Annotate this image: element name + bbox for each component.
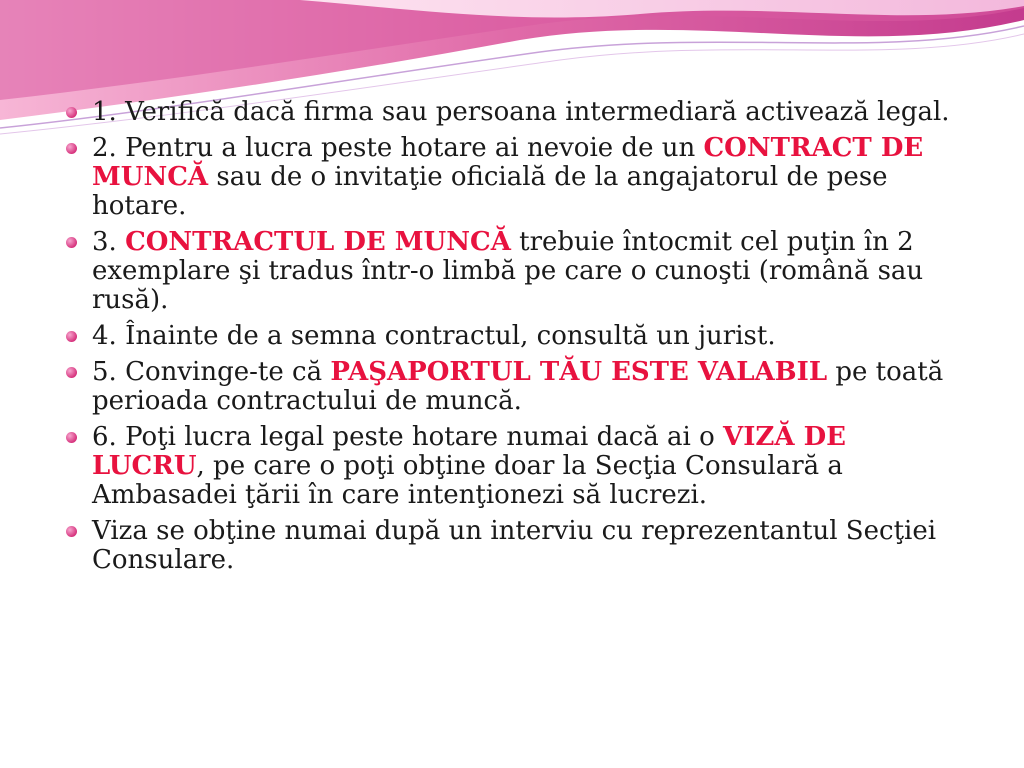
highlight-contract: CONTRACT DE MUNCĂ (92, 133, 924, 192)
bullet-item-6: 6. Poţi lucra legal peste hotare numai dacă ai o VIZĂ DE LUCRU, pe care o poţi obţine doar la Secţia Consulară a Ambasadei ţării în care intenţionezi să lucrezi. (64, 423, 954, 510)
bullet-item-1: 1. Verifică dacă firma sau persoana intermediară activează legal. (64, 98, 954, 127)
bullet-item-2: 2. Pentru a lucra peste hotare ai nevoie de un CONTRACT DE MUNCĂ sau de o invitaţie oficială de la angajatorul de pese hotare. (64, 134, 954, 221)
highlight-contract-work: CONTRACTUL DE MUNCĂ (125, 227, 511, 257)
bullet-item-5: 5. Convinge-te că PAŞAPORTUL TĂU ESTE VALABIL pe toată perioada contractului de muncă. (64, 358, 954, 416)
highlight-passport: PAŞAPORTUL TĂU ESTE VALABIL (330, 357, 828, 387)
bullet-item-3: 3. CONTRACTUL DE MUNCĂ trebuie întocmit cel puţin în 2 exemplare şi tradus într-o limbă pe care o cunoşti (română sau rusă). (64, 228, 954, 315)
bullet-item-4: 4. Înainte de a semna contractul, consultă un jurist. (64, 322, 954, 351)
highlight-visa: VIZĂ DE LUCRU (92, 422, 846, 481)
bullet-item-7: Viza se obţine numai după un interviu cu reprezentantul Secţiei Consulare. (64, 517, 954, 575)
bullet-list (64, 98, 954, 582)
